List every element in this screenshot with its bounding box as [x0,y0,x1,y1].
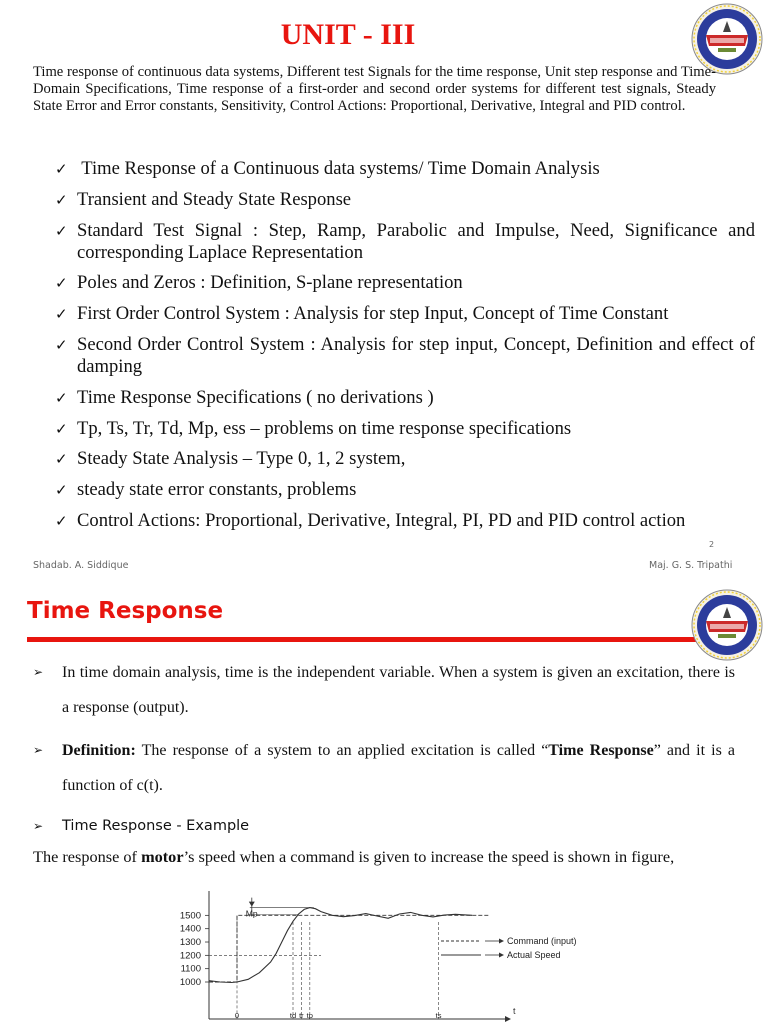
checkmark-icon: ✓ [55,335,68,354]
legend-arrow-icon [499,953,504,958]
topic-item: ✓ Time Response Specifications ( no derivations ) [55,386,434,408]
bullet-example: ➢ Time Response - Example [33,811,735,841]
example-paragraph: The response of motor’s speed when a command is given to increase the speed is shown in figure, [33,847,675,866]
x-time-label: ts [435,1011,442,1020]
topic-item: ✓ Time Response of a Continuous data systems/ Time Domain Analysis [55,158,600,179]
topic-item: ✓ Control Actions: Proportional, Derivative, Integral, PI, PD and PID control action [55,509,686,531]
topic-item: ✓ Standard Test Signal : Step, Ramp, Parabolic and Impulse, Need, Significance and corresponding Laplace Representation [55,219,755,263]
y-tick-label: 1300 [179,937,201,949]
unit-intro-paragraph: Time response of continuous data systems, Different test Signals for the time response, Unit step response and Time-Domain Specifications, Time response of a first-order and second order systems for different test signals, Steady State Error and Error constants, Sensitivity, Control Actions: Proportional, Derivative, Integral and PID control. [33,64,716,114]
slide-title: Time Response [27,598,224,624]
topic-item: ✓ Transient and Steady State Response [55,188,352,210]
topic-item: ✓ Steady State Analysis – Type 0, 1, 2 system, [55,448,406,470]
checkmark-icon: ✓ [55,481,68,500]
x-axis-arrow-icon [505,1016,511,1022]
x-time-label: 0 [234,1011,240,1020]
checkmark-icon: ✓ [55,160,68,178]
x-time-label: td [289,1011,297,1020]
slide-time-response [0,585,768,1024]
chart-series [209,908,489,983]
topic-item: ✓ First Order Control System : Analysis for step Input, Concept of Time Constant [55,303,669,325]
arrow-bullet-icon: ➢ [33,665,44,679]
topic-item: ✓ steady state error constants, problems [55,479,357,501]
speed-response-chart [165,877,605,1024]
checkmark-icon: ✓ [55,305,68,324]
title-underline [27,637,698,642]
checkmark-icon: ✓ [55,274,68,293]
footer-author-left: Shadab. A. Siddique [33,560,129,571]
chart-guides [209,908,439,1019]
legend-label: Command (input) [507,936,577,946]
checkmark-icon: ✓ [55,450,68,469]
footer-author-right: Maj. G. S. Tripathi [649,560,733,571]
y-tick-label: 1200 [179,950,201,962]
institute-logo-icon [690,588,764,662]
overshoot-label: Mp [245,908,258,919]
definition-label: Definition: [62,742,136,759]
checkmark-icon: ✓ [55,511,68,530]
arrow-bullet-icon: ➢ [33,819,44,833]
unit-title: UNIT - III [280,18,416,51]
y-tick-label: 1000 [179,977,201,988]
y-tick-label: 1100 [180,963,201,975]
y-tick-label: 1400 [179,923,201,935]
checkmark-icon: ✓ [55,190,68,209]
checkmark-icon: ✓ [55,419,68,438]
topic-list [55,158,755,541]
topic-item: ✓ Poles and Zeros : Definition, S-plane representation [55,272,463,294]
definition-term: Time Response [548,742,654,759]
series-line [209,908,472,983]
topic-item: ✓ Second Order Control System : Analysis for step input, Concept, Definition and effect of damping [55,333,755,377]
legend-label: Actual Speed [507,950,561,960]
bullet-definition: ➢ Definition: The response of a system to an applied excitation is called “Time Response” and it is a function of c(t). [33,733,735,803]
page-number: 2 [709,540,715,549]
checkmark-icon: ✓ [55,388,68,407]
legend-arrow-icon [499,939,504,944]
y-tick-label: 1500 [179,910,201,922]
series-line [209,915,489,982]
arrow-bullet-icon: ➢ [33,743,44,757]
bullet-time-domain: ➢ In time domain analysis, time is the independent variable. When a system is given an excitation, there is a response (output). [33,655,735,725]
x-axis-symbol: t [513,1006,516,1016]
checkmark-icon: ✓ [55,221,68,240]
overshoot-arrow-icon [249,902,255,907]
x-time-label: tr [299,1011,304,1020]
topic-item: ✓ Tp, Ts, Tr, Td, Mp, ess – problems on time response specifications [55,417,572,439]
x-time-label: tp [306,1011,313,1020]
chart-legend [441,936,577,960]
